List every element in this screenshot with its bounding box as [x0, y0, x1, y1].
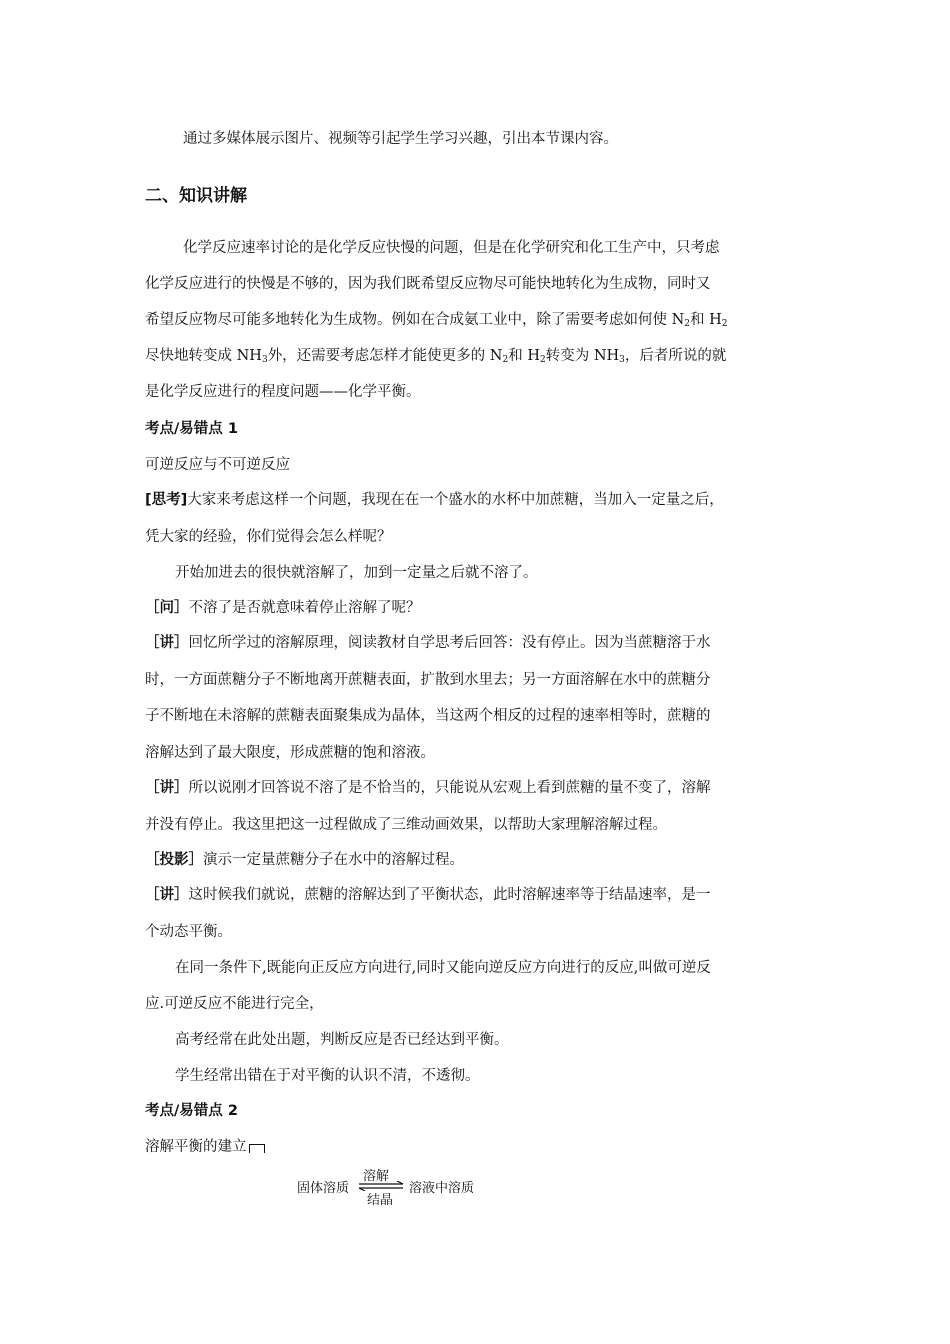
talk3-line1: ［讲］这时候我们就说，蔗糖的溶解达到了平衡状态，此时溶解速率等于结晶速率，是一: [145, 887, 711, 903]
talk3-line2: 个动态平衡。: [145, 924, 232, 940]
talk1-line4: 溶解达到了最大限度，形成蔗糖的饱和溶液。: [145, 745, 435, 761]
projection-tag: ［投影］: [145, 852, 203, 868]
para1-line4: 尽快地转变成 $NH_3$外，还需要考虑怎样才能使更多的 $N_2$和 $H_2$转变为 $NH_3$，后者所说的就: [145, 348, 727, 365]
section-heading: 二、知识讲解: [145, 186, 247, 206]
bracket-mark: [249, 1144, 265, 1153]
point2-title: 考点/易错点 2: [145, 1103, 238, 1119]
think-tag: [思考]: [145, 492, 188, 508]
talk1-tag: ［讲］: [145, 635, 189, 651]
point1-subtitle: 可逆反应与不可逆反应: [145, 457, 290, 473]
mistake-note: 学生经常出错在于对平衡的认识不清，不透彻。: [175, 1068, 480, 1084]
point1-title: 考点/易错点 1: [145, 421, 238, 437]
ask-tag: ［问］: [145, 600, 189, 616]
talk1-line2: 时，一方面蔗糖分子不断地离开蔗糖表面，扩散到水里去；另一方面溶解在水中的蔗糖分: [145, 672, 711, 688]
talk2-line1: ［讲］所以说刚才回答说不溶了是不恰当的，只能说从宏观上看到蔗糖的量不变了，溶解: [145, 780, 711, 796]
definition-line2: 应.可逆反应不能进行完全，: [145, 996, 324, 1012]
think-line1: [思考]大家来考虑这样一个问题，我现在在一个盛水的水杯中加蔗糖，当加入一定量之后，: [145, 492, 724, 508]
intro-paragraph: 通过多媒体展示图片、视频等引起学生学习兴趣，引出本节课内容。: [183, 131, 618, 147]
talk1-line3: 子不断地在未溶解的蔗糖表面聚集成为晶体，当这两个相反的过程的速率相等时，蔗糖的: [145, 708, 711, 724]
talk3-tag: ［讲］: [145, 887, 189, 903]
talk1-line1: ［讲］回忆所学过的溶解原理，阅读教材自学思考后回答：没有停止。因为当蔗糖溶于水: [145, 635, 711, 651]
para1-line1: 化学反应速率讨论的是化学反应快慢的问题，但是在化学研究和化工生产中，只考虑: [183, 240, 720, 256]
para1-line2: 化学反应进行的快慢是不够的，因为我们既希望反应物尽可能快地转化为生成物，同时又: [145, 276, 711, 292]
think-line2: 凭大家的经验，你们觉得会怎么样呢？: [145, 529, 392, 545]
talk2-line2: 并没有停止。我这里把这一过程做成了三维动画效果，以帮助大家理解溶解过程。: [145, 817, 667, 833]
talk2-tag: ［讲］: [145, 780, 189, 796]
para1-line3: 希望反应物尽可能多地转化为生成物。例如在合成氨工业中，除了需要考虑如何使 $N_2$和 $H_2$: [145, 312, 728, 329]
ask-line: ［问］不溶了是否就意味着停止溶解了呢？: [145, 600, 421, 616]
projection-line: ［投影］演示一定量蔗糖分子在水中的溶解过程。: [145, 852, 464, 868]
equation-reverse-label: 结晶: [367, 1193, 394, 1208]
definition-line1: 在同一条件下,既能向正反应方向进行,同时又能向逆反应方向进行的反应,叫做可逆反: [175, 960, 711, 976]
equation-left: 固体溶质: [297, 1181, 350, 1196]
exam-note: 高考经常在此处出题，判断反应是否已经达到平衡。: [175, 1032, 509, 1048]
answer-line: 开始加进去的很快就溶解了，加到一定量之后就不溶了。: [175, 565, 538, 581]
equation-forward-label: 溶解: [363, 1169, 390, 1184]
point2-subtitle: 溶解平衡的建立: [145, 1137, 265, 1157]
para1-line5: 是化学反应进行的程度问题——化学平衡。: [145, 384, 421, 400]
equation-right: 溶液中溶质: [409, 1181, 475, 1196]
